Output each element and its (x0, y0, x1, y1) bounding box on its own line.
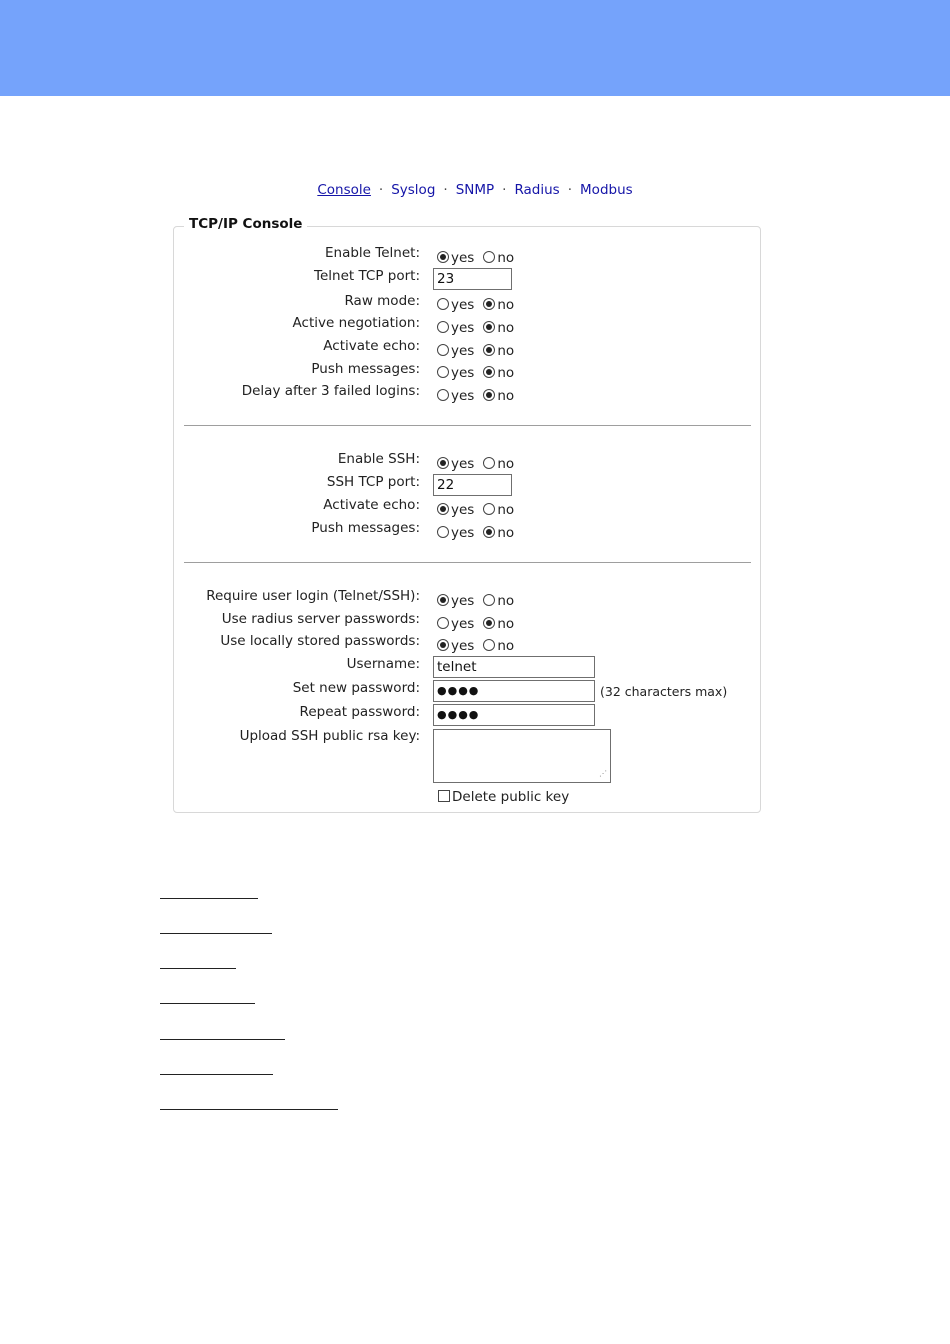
footer-line (160, 1109, 338, 1110)
enable-ssh-label: Enable SSH: (337, 451, 420, 467)
resize-handle-icon[interactable]: ⋰ (599, 769, 607, 778)
tab-radius[interactable]: Radius (514, 182, 560, 198)
ssh-push-yes-radio[interactable] (437, 526, 449, 538)
no-label: no (497, 616, 515, 632)
radius-passwords-label: Use radius server passwords: (221, 611, 420, 627)
yes-label: yes (451, 616, 475, 632)
tab-modbus[interactable]: Modbus (580, 182, 633, 198)
telnet-activate-echo-radio-group (437, 343, 514, 359)
tab-syslog[interactable]: Syslog (391, 182, 436, 198)
no-label: no (497, 525, 515, 541)
enable-telnet-no-radio[interactable] (483, 251, 495, 263)
telnet-push-yes-radio[interactable] (437, 366, 449, 378)
ssh-activate-echo-radio-group (437, 502, 514, 518)
telnet-echo-no-radio[interactable] (483, 344, 495, 356)
delete-key-checkbox[interactable] (438, 790, 450, 802)
username-label: Username: (346, 656, 420, 672)
no-label: no (497, 365, 515, 381)
delay-failed-logins-label: Delay after 3 failed logins: (241, 383, 420, 399)
local-passwords-yes-radio[interactable] (437, 639, 449, 651)
footer-line (160, 898, 258, 899)
enable-telnet-radio-group (437, 250, 514, 266)
active-negotiation-yes-radio[interactable] (437, 321, 449, 333)
local-passwords-label: Use locally stored passwords: (220, 633, 420, 649)
local-passwords-radio-group (437, 638, 514, 654)
panel-title: TCP/IP Console (184, 216, 307, 232)
tab-separator: · (378, 182, 384, 198)
yes-label: yes (451, 320, 475, 336)
raw-mode-yes-radio[interactable] (437, 298, 449, 310)
tab-console[interactable]: Console (317, 182, 371, 198)
yes-label: yes (451, 456, 475, 472)
tab-snmp[interactable]: SNMP (455, 182, 495, 198)
tab-separator: · (502, 182, 507, 198)
yes-label: yes (451, 638, 475, 654)
username-input[interactable]: telnet (433, 656, 595, 678)
footer-line (160, 1074, 273, 1075)
footer-line (160, 1039, 285, 1040)
password-length-note: (32 characters max) (600, 684, 728, 699)
no-label: no (497, 388, 515, 404)
require-login-label: Require user login (Telnet/SSH): (206, 588, 420, 604)
new-password-label: Set new password: (292, 680, 420, 696)
ssh-key-label: Upload SSH public rsa key: (239, 728, 420, 744)
require-login-no-radio[interactable] (483, 594, 495, 606)
local-passwords-no-radio[interactable] (483, 639, 495, 651)
no-label: no (497, 593, 515, 609)
delay-no-radio[interactable] (483, 389, 495, 401)
ssh-port-label: SSH TCP port: (326, 474, 420, 490)
ssh-activate-echo-label: Activate echo: (323, 497, 420, 513)
active-negotiation-radio-group (437, 320, 514, 336)
new-password-input[interactable]: ●●●● (433, 680, 595, 702)
raw-mode-label: Raw mode: (344, 293, 420, 309)
telnet-echo-yes-radio[interactable] (437, 344, 449, 356)
no-label: no (497, 502, 515, 518)
section-divider (184, 425, 751, 426)
repeat-password-input[interactable]: ●●●● (433, 704, 595, 726)
telnet-push-messages-label: Push messages: (311, 361, 420, 377)
enable-ssh-radio-group (437, 456, 514, 472)
header-bar (0, 0, 950, 96)
require-login-radio-group (437, 593, 514, 609)
yes-label: yes (451, 525, 475, 541)
radius-passwords-radio-group (437, 616, 514, 632)
enable-telnet-label: Enable Telnet: (325, 245, 420, 261)
active-negotiation-no-radio[interactable] (483, 321, 495, 333)
no-label: no (497, 250, 515, 266)
telnet-push-no-radio[interactable] (483, 366, 495, 378)
no-label: no (497, 320, 515, 336)
ssh-push-messages-radio-group (437, 525, 514, 541)
telnet-push-messages-radio-group (437, 365, 514, 381)
telnet-port-label: Telnet TCP port: (314, 268, 420, 284)
delay-failed-logins-radio-group (437, 388, 514, 404)
active-negotiation-label: Active negotiation: (292, 315, 420, 331)
raw-mode-no-radio[interactable] (483, 298, 495, 310)
yes-label: yes (451, 297, 475, 313)
tab-separator: · (567, 182, 573, 198)
enable-ssh-no-radio[interactable] (483, 457, 495, 469)
no-label: no (497, 638, 515, 654)
yes-label: yes (451, 250, 475, 266)
section-divider (184, 562, 751, 563)
ssh-push-messages-label: Push messages: (311, 520, 420, 536)
raw-mode-radio-group (437, 297, 514, 313)
yes-label: yes (451, 343, 475, 359)
telnet-port-input[interactable]: 23 (433, 268, 512, 290)
delete-key-row (438, 789, 569, 805)
yes-label: yes (451, 502, 475, 518)
delete-key-label: Delete public key (452, 789, 570, 805)
footer-line (160, 933, 272, 934)
yes-label: yes (451, 388, 475, 404)
ssh-key-textarea[interactable] (433, 729, 611, 783)
delay-yes-radio[interactable] (437, 389, 449, 401)
footer-line (160, 1003, 255, 1004)
no-label: no (497, 343, 515, 359)
radius-passwords-yes-radio[interactable] (437, 617, 449, 629)
enable-ssh-yes-radio[interactable] (437, 457, 449, 469)
nav-tabs (0, 182, 950, 198)
require-login-yes-radio[interactable] (437, 594, 449, 606)
ssh-push-no-radio[interactable] (483, 526, 495, 538)
ssh-port-input[interactable]: 22 (433, 474, 512, 496)
radius-passwords-no-radio[interactable] (483, 617, 495, 629)
yes-label: yes (451, 365, 475, 381)
no-label: no (497, 456, 515, 472)
enable-telnet-yes-radio[interactable] (437, 251, 449, 263)
no-label: no (497, 297, 515, 313)
footer-line (160, 968, 236, 969)
ssh-echo-yes-radio[interactable] (437, 503, 449, 515)
tab-separator: · (443, 182, 448, 198)
ssh-echo-no-radio[interactable] (483, 503, 495, 515)
yes-label: yes (451, 593, 475, 609)
telnet-activate-echo-label: Activate echo: (323, 338, 420, 354)
repeat-password-label: Repeat password: (299, 704, 420, 720)
